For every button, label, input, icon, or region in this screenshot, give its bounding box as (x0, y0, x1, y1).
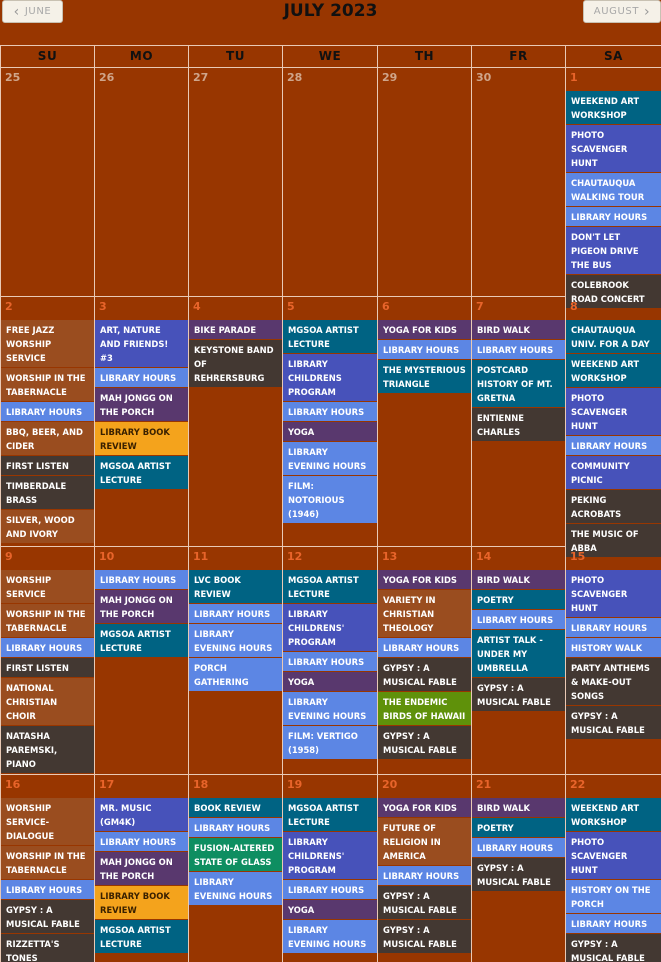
event-item[interactable]: LIBRARY CHILDRENS' PROGRAM (283, 604, 377, 651)
event-item[interactable]: WEEKEND ART WORKSHOP (566, 91, 661, 124)
day-cell[interactable] (189, 68, 283, 297)
event-item[interactable]: WORSHIP SERVICE (1, 570, 94, 603)
event-item[interactable]: WEEKEND ART WORKSHOP (566, 798, 661, 831)
event-item[interactable]: MAH JONGG ON THE PORCH (95, 388, 188, 421)
weekday-header-sunday: SU (1, 46, 95, 68)
event-list (378, 570, 471, 760)
day-cell[interactable] (283, 547, 378, 775)
weekday-header-monday: MO (95, 46, 189, 68)
day-cell[interactable] (1, 775, 95, 962)
event-list (283, 320, 377, 524)
chevron-right-icon: › (644, 3, 651, 20)
event-item[interactable]: LIBRARY HOURS (566, 618, 661, 637)
event-item[interactable]: BIKE PARADE (189, 320, 282, 339)
event-item[interactable]: GYPSY : A MUSICAL FABLE (472, 678, 565, 711)
day-number: 30 (476, 71, 492, 84)
event-item[interactable]: LIBRARY HOURS (283, 402, 377, 421)
event-item[interactable]: FILM: VERTIGO (1958) (283, 726, 377, 759)
event-item[interactable]: LIBRARY CHILDRENS PROGRAM (283, 354, 377, 401)
day-cell[interactable] (1, 297, 95, 547)
chevron-left-icon: ‹ (13, 3, 20, 20)
event-item[interactable]: FUTURE OF RELIGION IN AMERICA (378, 818, 471, 865)
event-list (95, 570, 188, 658)
day-cell[interactable] (378, 775, 472, 962)
day-number: 11 (193, 550, 209, 563)
event-item[interactable]: FUSION-ALTERED STATE OF GLASS (189, 838, 282, 871)
event-item[interactable]: ART, NATURE AND FRIENDS! #3 (95, 320, 188, 367)
event-item[interactable]: GYPSY : A MUSICAL FABLE (566, 934, 661, 962)
day-cell[interactable] (566, 775, 661, 962)
event-item[interactable]: MGSOA ARTIST LECTURE (95, 624, 188, 657)
event-item[interactable]: GYPSY : A MUSICAL FABLE (378, 920, 471, 953)
day-cell[interactable] (472, 775, 566, 962)
day-cell[interactable] (566, 297, 661, 553)
event-item[interactable]: BIRD WALK (472, 798, 565, 817)
day-number: 13 (382, 550, 398, 563)
day-number: 10 (99, 550, 115, 563)
event-item[interactable]: LIBRARY HOURS (1, 880, 94, 899)
day-number: 16 (5, 778, 21, 791)
event-item[interactable]: LVC BOOK REVIEW (189, 570, 282, 603)
day-cell[interactable] (283, 297, 378, 547)
event-list (566, 570, 661, 740)
event-item[interactable]: MGSOA ARTIST LECTURE (95, 920, 188, 953)
event-list (378, 798, 471, 954)
event-item[interactable]: GYPSY : A MUSICAL FABLE (566, 706, 661, 739)
event-item[interactable]: FIRST LISTEN (1, 658, 94, 677)
event-list (566, 91, 661, 309)
event-list (566, 798, 661, 962)
day-number: 12 (287, 550, 303, 563)
day-number: 27 (193, 71, 209, 84)
event-list (472, 570, 565, 712)
event-list (95, 798, 188, 954)
event-item[interactable]: WORSHIP IN THE TABERNACLE (1, 368, 94, 401)
day-number: 17 (99, 778, 115, 791)
day-cell[interactable] (189, 297, 283, 547)
event-list (378, 320, 471, 394)
day-number: 18 (193, 778, 209, 791)
event-item[interactable]: LIBRARY EVENING HOURS (283, 692, 377, 725)
event-item[interactable]: THE ENDEMIC BIRDS OF HAWAII (378, 692, 471, 725)
event-item[interactable]: MAH JONGG ON THE PORCH (95, 590, 188, 623)
event-item[interactable]: POETRY (472, 590, 565, 609)
event-item[interactable]: YOGA (283, 672, 377, 691)
event-item[interactable]: LIBRARY BOOK REVIEW (95, 886, 188, 919)
event-item[interactable]: GYPSY : A MUSICAL FABLE (1, 900, 94, 933)
event-list (189, 320, 282, 388)
event-item[interactable]: LIBRARY HOURS (566, 436, 661, 455)
event-item[interactable]: SILVER, WOOD AND IVORY (1, 510, 94, 543)
event-item[interactable]: PEKING ACROBATS (566, 490, 661, 523)
event-list (1, 320, 94, 544)
day-number: 26 (99, 71, 115, 84)
event-item[interactable]: PORCH GATHERING (189, 658, 282, 691)
day-number: 28 (287, 71, 303, 84)
event-item[interactable]: NATIONAL CHRISTIAN CHOIR (1, 678, 94, 725)
event-item[interactable]: LIBRARY EVENING HOURS (283, 920, 377, 953)
event-item[interactable]: THE MUSIC OF ABBA (566, 524, 661, 557)
day-cell[interactable] (378, 547, 472, 775)
event-item[interactable]: PHOTO SCAVENGER HUNT (566, 570, 661, 617)
event-item[interactable]: LIBRARY HOURS (378, 340, 471, 359)
day-cell[interactable] (472, 547, 566, 775)
event-item[interactable]: POSTCARD HISTORY OF MT. GRETNA (472, 360, 565, 407)
event-item[interactable]: MAH JONGG ON THE PORCH (95, 852, 188, 885)
event-item[interactable]: LIBRARY BOOK REVIEW (95, 422, 188, 455)
event-item[interactable]: LIBRARY HOURS (566, 914, 661, 933)
event-item[interactable]: MGSOA ARTIST LECTURE (283, 570, 377, 603)
day-number: 6 (382, 300, 390, 313)
event-list (472, 320, 565, 442)
day-number: 29 (382, 71, 398, 84)
weekday-header-thursday: TH (378, 46, 472, 68)
event-item[interactable]: LIBRARY HOURS (283, 880, 377, 899)
event-item[interactable]: YOGA (283, 900, 377, 919)
day-cell[interactable] (189, 775, 283, 962)
day-number: 21 (476, 778, 492, 791)
event-item[interactable]: ARTIST TALK - UNDER MY UMBRELLA (472, 630, 565, 677)
event-item[interactable]: TIMBERDALE BRASS (1, 476, 94, 509)
weekday-header-wednesday: WE (283, 46, 378, 68)
day-number: 7 (476, 300, 484, 313)
day-number: 20 (382, 778, 398, 791)
event-list (189, 798, 282, 906)
day-number: 5 (287, 300, 295, 313)
event-item[interactable]: LIBRARY HOURS (189, 604, 282, 623)
day-number: 19 (287, 778, 303, 791)
event-item[interactable]: LIBRARY HOURS (378, 866, 471, 885)
month-title: JULY 2023 (283, 1, 378, 21)
event-item[interactable]: PHOTO SCAVENGER HUNT (566, 125, 661, 172)
day-cell[interactable] (378, 68, 472, 297)
event-item[interactable]: MGSOA ARTIST LECTURE (95, 456, 188, 489)
event-item[interactable]: LIBRARY HOURS (378, 638, 471, 657)
day-cell[interactable] (1, 68, 95, 297)
day-cell[interactable] (472, 297, 566, 547)
event-list (1, 798, 94, 962)
event-list (283, 570, 377, 760)
event-item[interactable]: LIBRARY HOURS (472, 340, 565, 359)
event-item[interactable]: POETRY (472, 818, 565, 837)
event-item[interactable]: LIBRARY HOURS (472, 610, 565, 629)
event-item[interactable]: HISTORY ON THE PORCH (566, 880, 661, 913)
event-item[interactable]: LIBRARY HOURS (1, 638, 94, 657)
event-item[interactable]: CHAUTAUQUA UNIV. FOR A DAY (566, 320, 661, 353)
day-cell[interactable] (1, 547, 95, 775)
event-item[interactable]: YOGA FOR KIDS (378, 320, 471, 339)
event-item[interactable]: GYPSY : A MUSICAL FABLE (378, 726, 471, 759)
weekday-header-tuesday: TU (189, 46, 283, 68)
event-list (472, 798, 565, 892)
event-item[interactable]: GYPSY : A MUSICAL FABLE (472, 858, 565, 891)
event-item[interactable]: GYPSY : A MUSICAL FABLE (378, 886, 471, 919)
day-cell[interactable] (95, 297, 189, 547)
event-list (1, 570, 94, 774)
event-item[interactable]: LIBRARY EVENING HOURS (189, 624, 282, 657)
event-item[interactable]: LIBRARY EVENING HOURS (283, 442, 377, 475)
day-number: 3 (99, 300, 107, 313)
event-item[interactable]: BOOK REVIEW (189, 798, 282, 817)
day-cell[interactable] (283, 775, 378, 962)
event-item[interactable]: HISTORY WALK (566, 638, 661, 657)
event-item[interactable]: ENTIENNE CHARLES (472, 408, 565, 441)
event-item[interactable]: BIRD WALK (472, 320, 565, 339)
day-cell[interactable] (378, 297, 472, 547)
next-month-button[interactable] (583, 0, 661, 23)
event-item[interactable]: LIBRARY HOURS (95, 832, 188, 851)
day-number: 15 (570, 550, 586, 563)
day-cell[interactable] (95, 775, 189, 962)
day-cell[interactable] (566, 547, 661, 775)
event-item[interactable]: COLEBROOK ROAD CONCERT (566, 275, 661, 308)
event-item[interactable]: WORSHIP IN THE TABERNACLE (1, 846, 94, 879)
event-item[interactable]: LIBRARY CHILDRENS' PROGRAM (283, 832, 377, 879)
day-cell[interactable] (189, 547, 283, 775)
event-item[interactable]: PHOTO SCAVENGER HUNT (566, 388, 661, 435)
event-item[interactable]: MR. MUSIC (GM4K) (95, 798, 188, 831)
day-cell[interactable] (95, 547, 189, 775)
event-item[interactable]: NATASHA PAREMSKI, PIANO (1, 726, 94, 773)
event-item[interactable]: VARIETY IN CHRISTIAN THEOLOGY (378, 590, 471, 637)
day-number: 9 (5, 550, 13, 563)
event-item[interactable]: LIBRARY HOURS (283, 652, 377, 671)
weekday-header-friday: FR (472, 46, 566, 68)
event-list (283, 798, 377, 954)
day-number: 8 (570, 300, 578, 313)
event-list (95, 320, 188, 490)
day-number: 1 (570, 71, 578, 84)
event-item[interactable]: GYPSY : A MUSICAL FABLE (378, 658, 471, 691)
event-item[interactable]: THE MYSTERIOUS TRIANGLE (378, 360, 471, 393)
event-item[interactable]: WORSHIP IN THE TABERNACLE (1, 604, 94, 637)
event-item[interactable]: MGSOA ARTIST LECTURE (283, 798, 377, 831)
prev-month-label: JUNE (24, 6, 52, 17)
event-list (566, 320, 661, 558)
event-item[interactable]: BBQ, BEER, AND CIDER (1, 422, 94, 455)
event-item[interactable]: MGSOA ARTIST LECTURE (283, 320, 377, 353)
day-number: 4 (193, 300, 201, 313)
event-item[interactable]: LIBRARY HOURS (566, 207, 661, 226)
event-item[interactable]: COMMUNITY PICNIC (566, 456, 661, 489)
event-item[interactable]: PARTY ANTHEMS & MAKE-OUT SONGS (566, 658, 661, 705)
event-item[interactable]: PHOTO SCAVENGER HUNT (566, 832, 661, 879)
event-item[interactable]: LIBRARY EVENING HOURS (189, 872, 282, 905)
event-item[interactable]: BIRD WALK (472, 570, 565, 589)
event-list (189, 570, 282, 692)
calendar-grid (0, 45, 661, 962)
day-number: 2 (5, 300, 13, 313)
event-item[interactable]: WEEKEND ART WORKSHOP (566, 354, 661, 387)
weekday-header-saturday: SA (566, 46, 661, 68)
event-item[interactable]: YOGA FOR KIDS (378, 798, 471, 817)
event-item[interactable]: LIBRARY HOURS (1, 402, 94, 421)
day-number: 22 (570, 778, 586, 791)
event-item[interactable]: YOGA FOR KIDS (378, 570, 471, 589)
day-cell[interactable] (283, 68, 378, 297)
event-item[interactable]: LIBRARY HOURS (189, 818, 282, 837)
day-cell[interactable] (566, 68, 661, 304)
event-item[interactable]: LIBRARY HOURS (472, 838, 565, 857)
event-item[interactable]: FIRST LISTEN (1, 456, 94, 475)
event-item[interactable]: FILM: NOTORIOUS (1946) (283, 476, 377, 523)
event-item[interactable]: DON'T LET PIGEON DRIVE THE BUS (566, 227, 661, 274)
day-number: 14 (476, 550, 492, 563)
day-number: 25 (5, 71, 21, 84)
event-item[interactable]: KEYSTONE BAND OF REHRERSBURG (189, 340, 282, 387)
event-item[interactable]: FREE JAZZ WORSHIP SERVICE (1, 320, 94, 367)
event-item[interactable]: CHAUTAUQUA WALKING TOUR (566, 173, 661, 206)
event-item[interactable]: LIBRARY HOURS (95, 570, 188, 589)
event-item[interactable]: YOGA (283, 422, 377, 441)
next-month-label: AUGUST (593, 6, 640, 17)
day-cell[interactable] (95, 68, 189, 297)
day-cell[interactable] (472, 68, 566, 297)
event-item[interactable]: LIBRARY HOURS (95, 368, 188, 387)
event-item[interactable]: RIZZETTA'S TONES (1, 934, 94, 962)
event-item[interactable]: WORSHIP SERVICE-DIALOGUE (1, 798, 94, 845)
